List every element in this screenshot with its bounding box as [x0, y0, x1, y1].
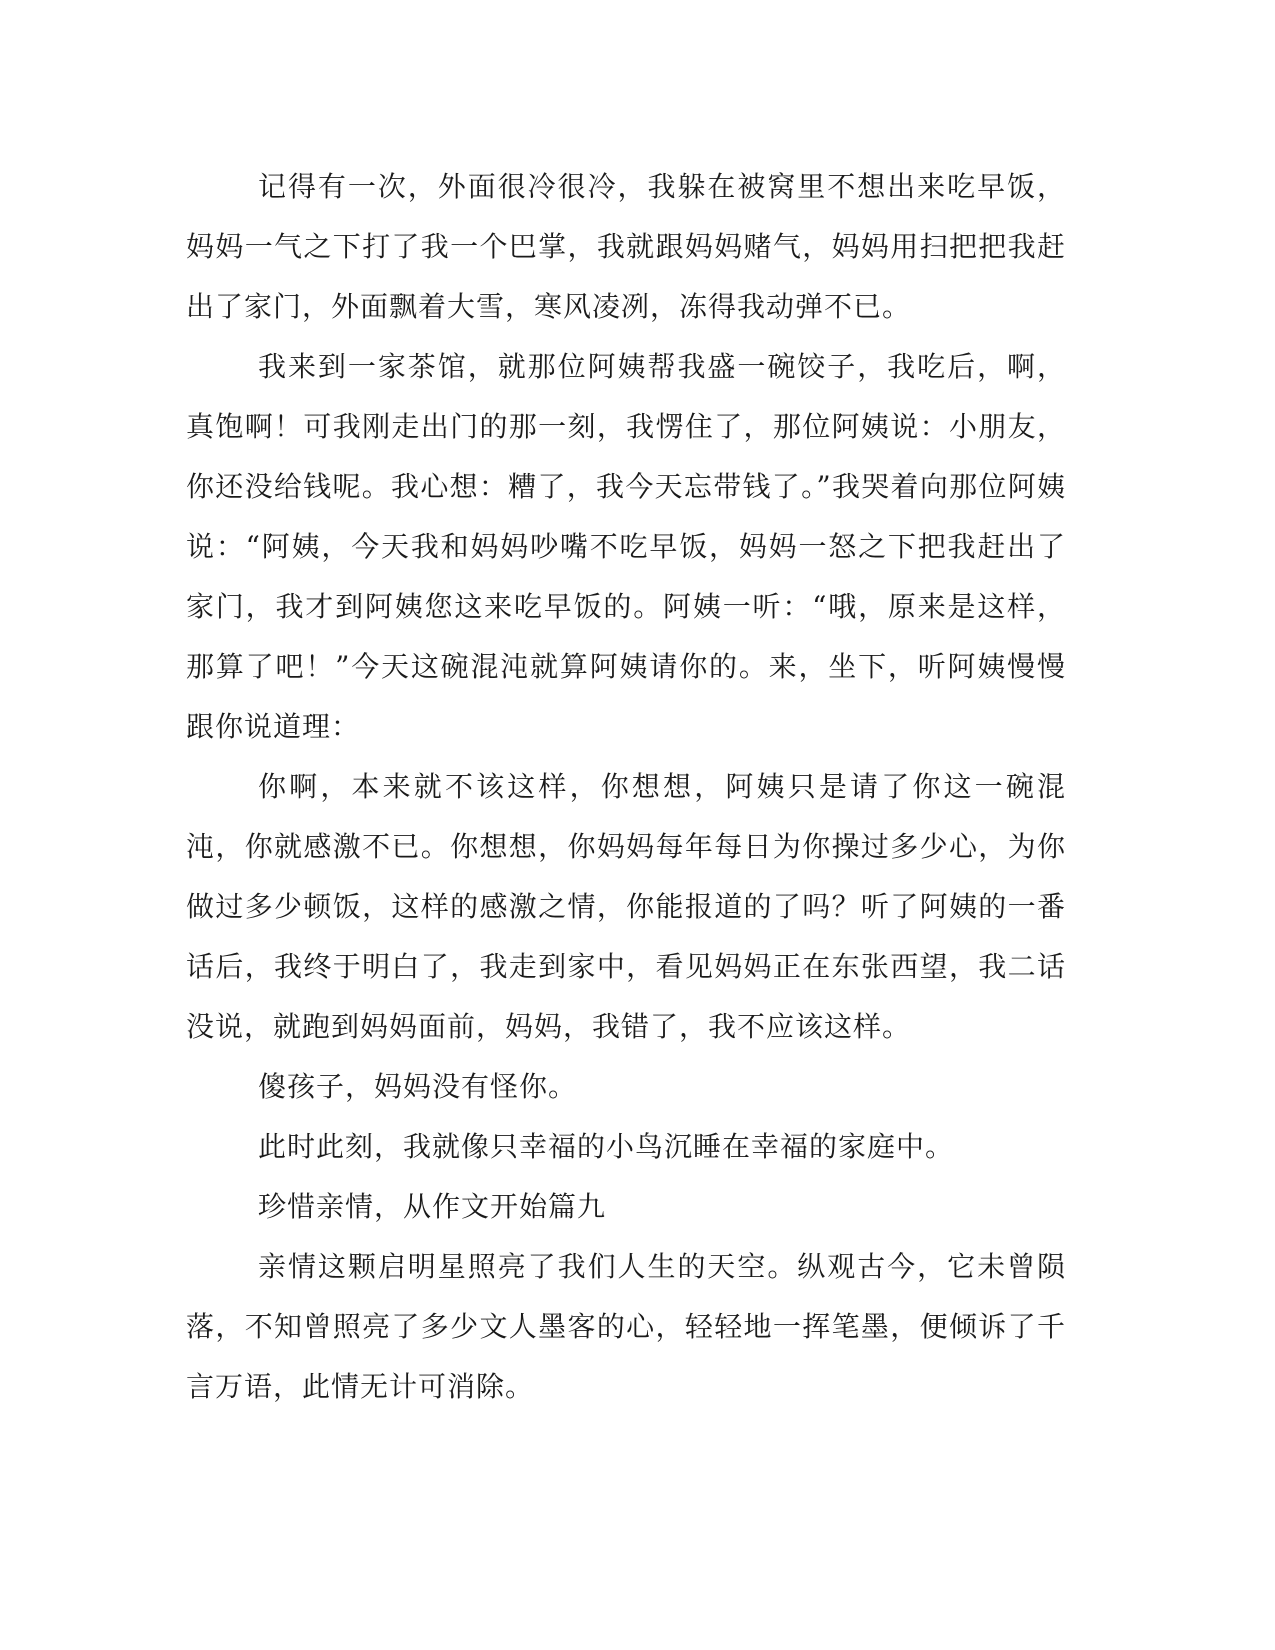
- paragraph-5: 此时此刻，我就像只幸福的小鸟沉睡在幸福的家庭中。: [258, 1130, 955, 1163]
- paragraph-2: 我来到一家茶馆，就那位阿姨帮我盛一碗饺子，我吃后，啊，真饱啊！可我刚走出门的那一刻，我愣住了，那位阿姨说：小朋友，你还没给钱呢。我心想：糟了，我今天忘带钱了。”我哭着向那位阿姨说：“阿姨，今天我和妈妈吵嘴不吃早饭，妈妈一怒之下把我赶出了家门，我才到阿姨您这来吃早饭的。阿姨一听：“哦，原来是这样，那算了吧！”今天这碗混沌就算阿姨请你的。来，坐下，听阿姨慢慢跟你说道理：: [186, 350, 1066, 743]
- paragraph-4: 傻孩子，妈妈没有怪你。: [258, 1070, 578, 1103]
- paragraph-1: 记得有一次，外面很冷很冷，我躲在被窝里不想出来吃早饭，妈妈一气之下打了我一个巴掌，我就跟妈妈赌气，妈妈用扫把把我赶出了家门，外面飘着大雪，寒风凌冽，冻得我动弹不已。: [186, 170, 1066, 323]
- document-body: [186, 157, 1066, 1417]
- paragraph-6: 亲情这颗启明星照亮了我们人生的天空。纵观古今，它未曾陨落，不知曾照亮了多少文人墨客的心，轻轻地一挥笔墨，便倾诉了千言万语，此情无计可消除。: [186, 1250, 1066, 1403]
- paragraph-3: 你啊，本来就不该这样，你想想，阿姨只是请了你这一碗混沌，你就感激不已。你想想，你妈妈每年每日为你操过多少心，为你做过多少顿饭，这样的感激之情，你能报道的了吗？听了阿姨的一番话后，我终于明白了，我走到家中，看见妈妈正在东张西望，我二话没说，就跑到妈妈面前，妈妈，我错了，我不应该这样。: [186, 770, 1066, 1043]
- section-heading: 珍惜亲情，从作文开始篇九: [258, 1190, 607, 1223]
